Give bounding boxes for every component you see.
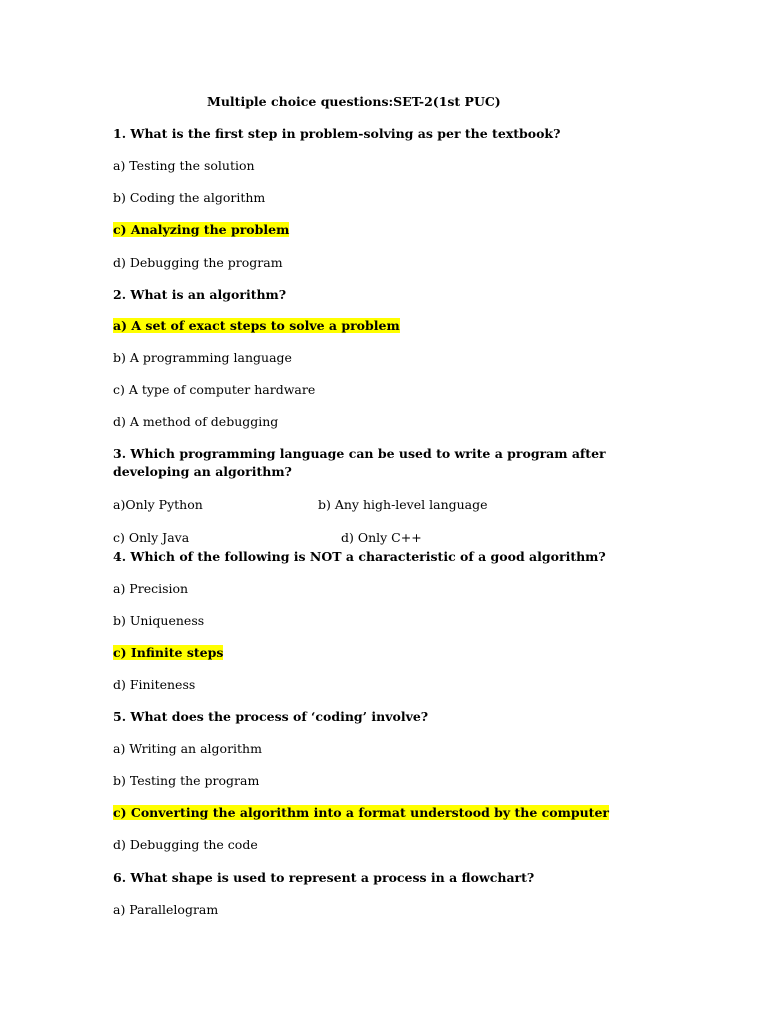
- question-2-option-c: c) A type of computer hardware: [113, 382, 316, 397]
- question-5-option-c-answer: [113, 804, 609, 822]
- answer-highlight: a) A set of exact steps to solve a problem: [113, 318, 400, 333]
- question-1-text: 1. What is the first step in problem-solving as per the textbook?: [113, 126, 561, 141]
- answer-highlight: c) Infinite steps: [113, 645, 224, 660]
- page-title: Multiple choice questions:SET-2(1st PUC): [207, 94, 501, 109]
- question-3-option-c: c) Only Java: [113, 530, 190, 545]
- question-5-option-a: a) Writing an algorithm: [113, 741, 262, 756]
- answer-highlight: c) Analyzing the problem: [113, 222, 290, 237]
- answer-highlight: c) Converting the algorithm into a format understood by the computer: [113, 805, 609, 820]
- question-4-option-b: b) Uniqueness: [113, 613, 205, 628]
- question-4-option-c-answer: [113, 644, 223, 662]
- question-6-text: 6. What shape is used to represent a process in a flowchart?: [113, 870, 535, 885]
- question-3-option-d: d) Only C++: [341, 530, 422, 545]
- question-6-option-a: a) Parallelogram: [113, 902, 219, 917]
- question-2-option-b: b) A programming language: [113, 350, 292, 365]
- question-5-option-d: d) Debugging the code: [113, 837, 258, 852]
- question-4-option-a: a) Precision: [113, 581, 189, 596]
- question-2-option-a-answer: [113, 317, 400, 335]
- question-5-text: 5. What does the process of ‘coding’ involve?: [113, 709, 429, 724]
- question-2-text: 2. What is an algorithm?: [113, 287, 287, 302]
- question-3-option-a: a)Only Python: [113, 497, 203, 512]
- question-4-text: 4. Which of the following is NOT a characteristic of a good algorithm?: [113, 549, 606, 564]
- question-3-option-b: b) Any high-level language: [318, 497, 488, 512]
- question-2-option-d: d) A method of debugging: [113, 414, 279, 429]
- question-3-text: 3. Which programming language can be used to write a program after developing an algorithm?: [113, 446, 606, 479]
- question-1-option-a: a) Testing the solution: [113, 158, 255, 173]
- question-1-option-d: d) Debugging the program: [113, 255, 283, 270]
- question-1-option-b: b) Coding the algorithm: [113, 190, 266, 205]
- question-4-option-d: d) Finiteness: [113, 677, 196, 692]
- question-5-option-b: b) Testing the program: [113, 773, 260, 788]
- question-1-option-c-answer: [113, 221, 289, 239]
